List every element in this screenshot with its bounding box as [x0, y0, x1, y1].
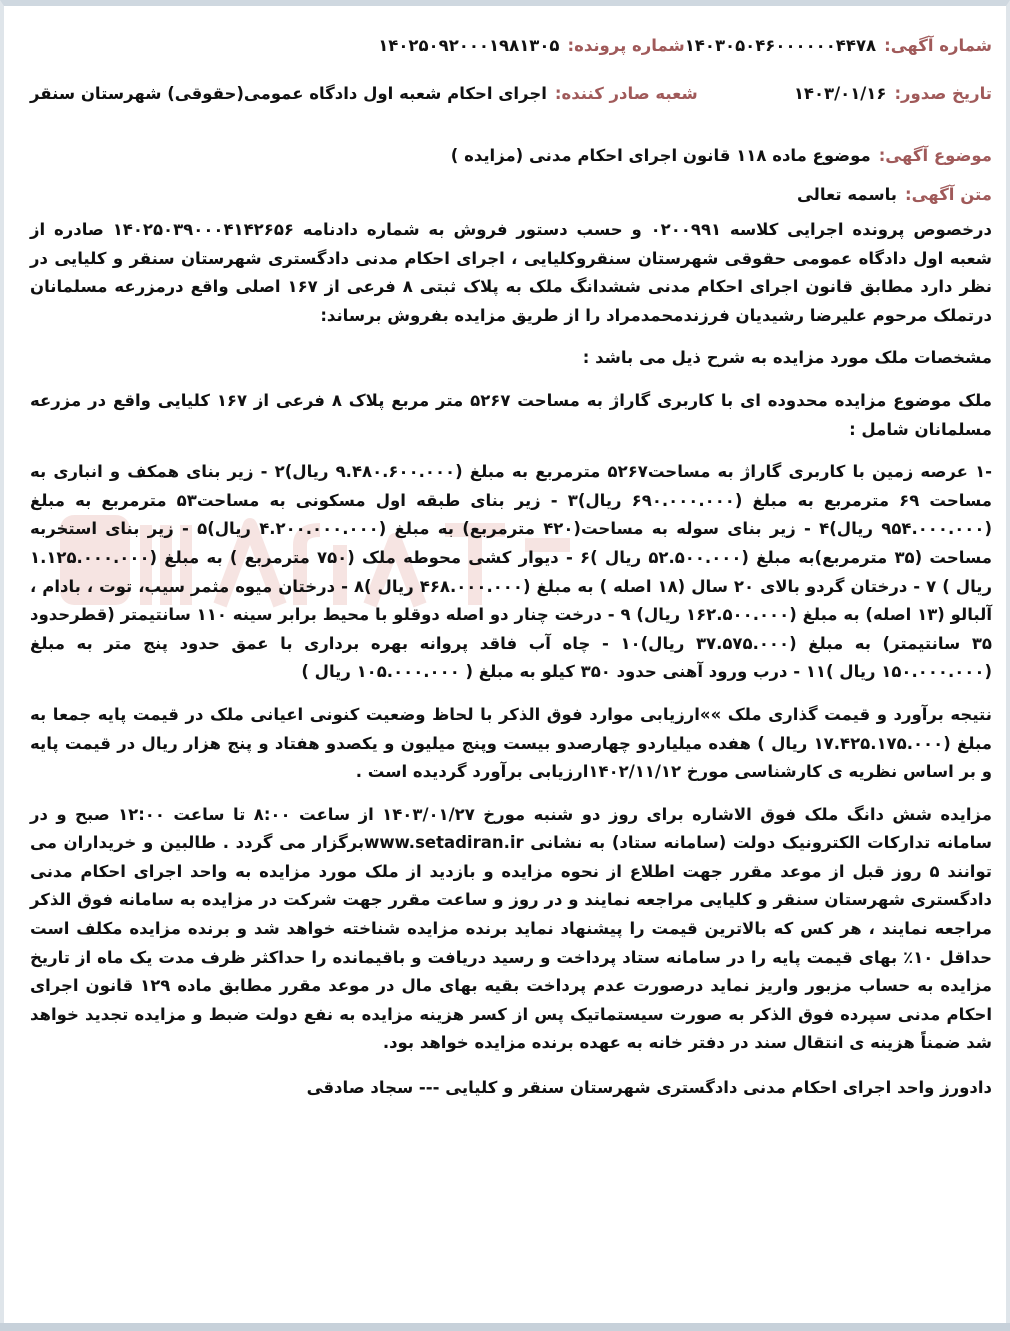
subject-label: موضوع آگهی:	[878, 146, 992, 165]
case-number-value: ۱۴۰۲۵۰۹۲۰۰۰۱۹۸۱۳۰۵	[378, 36, 560, 55]
issue-date-label: تاریخ صدور:	[894, 84, 992, 103]
paragraph-specs-heading: مشخصات ملک مورد مزایده به شرح ذیل می باشد :	[582, 348, 992, 368]
header-row-1	[30, 36, 992, 84]
paragraph-valuation: نتیجه برآورد و قیمت گذاری ملک »»ارزیابی موارد فوق الذکر با لحاظ وضعیت کنونی اعیانی ملک در قیمت پایه جمعا به مبلغ (۱۷.۴۲۵.۱۷۵.۰۰۰ ریال ) هفده میلیاردو چهارصدو بیست وپنج میلیون و یکصدو هفتاد و پنج هزار ریال در قیمت پایه و بر اساس نظریه ی کارشناسی مورخ ۱۴۰۲/۱۱/۱۲ارزیابی برآورد گردیده است .	[30, 704, 992, 782]
bottom-bar	[0, 1323, 1010, 1331]
signature: دادورز واحد اجرای احکام مدنی دادگستری شهرستان سنقر و کلیایی --- سجاد صادقی	[306, 1078, 992, 1098]
paragraph-property-description: ملک موضوع مزایده محدوده ای با کاربری گاراژ به مساحت ۵۲۶۷ متر مربع پلاک ۸ فرعی از ۱۶۷ کلیایی واقع در مزرعه مسلمانان شامل :	[30, 390, 992, 439]
subject-row	[30, 146, 992, 165]
issuer-label: شعبه صادر کننده:	[554, 84, 698, 103]
case-number	[378, 36, 685, 55]
paragraph-auction-terms: مزایده شش دانگ ملک فوق الاشاره برای روز دو شنبه مورخ ۱۴۰۳/۰۱/۲۷ از ساعت ۸:۰۰ تا ساعت ۱۲:۰۰ صبح و در سامانه تدارکات الکترونیک دولت (سامانه ستاد) به نشانی www.setadiran.irبرگزار می گردد . طالبین و خریداران می توانند ۵ روز قبل از موعد مقرر جهت اطلاع از نحوه مزایده و بازدید از ملک مورد مزایده به واحد اجرای احکام مدنی دادگستری شهرستان سنقر و کلیایی مراجعه نمایند و در روز و ساعت مقرر جهت شرکت در مزایده به سامانه فوق الذکر مراجعه نمایند ، هر کس که بالاترین قیمت را پیشنهاد نماید برنده مزایده شناخته خواهد شد و برنده مزایده مکلف است حداقل ۱۰٪ بهای قیمت پایه را در سامانه ستاد پرداخت و رسید دریافت و باقیمانده را حداکثر ظرف مدت یک ماه از تاریخ مزایده به حساب مزبور واریز نماید درصورت عدم پرداخت بقیه بهای مال در موعد مقرر مطابق ماده ۱۲۹ قانون اجرای احکام مدنی سپرده فوق الذکر به صورت سیستماتیک پس از کسر هزینه مزایده به نفع دولت ضبط و مزایده تجدید خواهد شد ضمناً هزینه ی انتقال سند در دفتر خانه به عهده برنده مزایده خواهد بود.	[30, 804, 993, 1053]
case-number-label: شماره پرونده:	[567, 36, 685, 55]
issue-date	[794, 84, 992, 103]
issuer-value: اجرای احکام شعبه اول دادگاه عمومی(حقوقی) شهرستان سنقر	[30, 84, 547, 103]
notice-document	[30, 36, 992, 1097]
issuer	[30, 84, 698, 103]
ad-number	[685, 36, 992, 55]
issue-date-value: ۱۴۰۳/۰۱/۱۶	[793, 84, 887, 103]
paragraph-property-items: -۱ عرصه زمین با کاربری گاراژ به مساحت۵۲۶۷ مترمربع به مبلغ (۹.۴۸۰.۶۰۰.۰۰۰ ریال)۲ - زیر بنای همکف و انباری به مساحت ۶۹ مترمربع به مبلغ (۶۹۰.۰۰۰.۰۰۰ ریال)۳ - زیر بنای طبقه اول مسکونی به مساحت۵۳ مترمربع به مبلغ (۹۵۴.۰۰۰.۰۰۰ ریال)۴ - زیر بنای سوله به مساحت(۴۲۰ مترمربع) به مبلغ (۴.۲۰۰.۰۰۰.۰۰۰ ریال)۵ - زیر بنای استخربه مساحت (۳۵ مترمربع)به مبلغ (۵۲.۵۰۰.۰۰۰ ریال )۶ - دیوار کشی محوطه ملک (۷۵۰ مترمربع ) به مبلغ (۱.۱۲۵.۰۰۰.۰۰۰ ریال ) ۷ - درختان گردو بالای ۲۰ سال (۱۸ اصله ) به مبلغ (۴۶۸.۰۰۰.۰۰۰ ریال )۸ - درختان میوه مثمر سیب، توت ، بادام ، آلبالو (۱۳ اصله) به مبلغ (۱۶۲.۵۰۰.۰۰۰ ریال) ۹ - درخت چنار دو اصله دوقلو با محیط برابر سینه ۱۱۰ سانتیمتر (قطرحدود ۳۵ سانتیمتر) به مبلغ (۳۷.۵۷۵.۰۰۰ ریال)۱۰ - چاه آب فاقد پروانه بهره برداری با عمق حدود پنج متر به مبلغ (۱۵۰.۰۰۰.۰۰۰ ریال )۱۱ - درب ورود آهنی حدود ۳۵۰ کیلو به مبلغ ( ۱۰۵.۰۰۰.۰۰۰ ریال )	[30, 462, 993, 682]
subject-value: موضوع ماده ۱۱۸ قانون اجرای احکام مدنی (مزایده )	[450, 146, 871, 165]
text-intro-value: باسمه تعالی	[796, 185, 898, 204]
ad-number-label: شماره آگهی:	[884, 36, 992, 55]
text-intro-label: متن آگهی:	[905, 185, 992, 204]
text-intro-row	[30, 185, 992, 204]
ad-number-value: ۱۴۰۳۰۵۰۴۶۰۰۰۰۰۰۴۴۷۸	[684, 36, 877, 55]
paragraph-order: درخصوص پرونده اجرایی کلاسه ۰۲۰۰۹۹۱ و حسب دستور فروش به شماره دادنامه ۱۴۰۲۵۰۳۹۰۰۰۴۱۴۲۶۵۶ صادره از شعبه اول دادگاه عمومی حقوقی شهرستان سنقروکلیایی ، اجرای احکام مدنی دادگستری شهرستان سنقر و کلیایی در نظر دارد مطابق قانون اجرای احکام مدنی ششدانگ ملک به پلاک ثبتی ۸ فرعی از ۱۶۷ اصلی واقع درمزرعه مسلمانان درتملک مرحوم علیرضا رشیدیان فرزندمحمدمراد را از طریق مزایده بفروش برساند:	[30, 220, 993, 325]
header-row-2	[30, 84, 992, 132]
